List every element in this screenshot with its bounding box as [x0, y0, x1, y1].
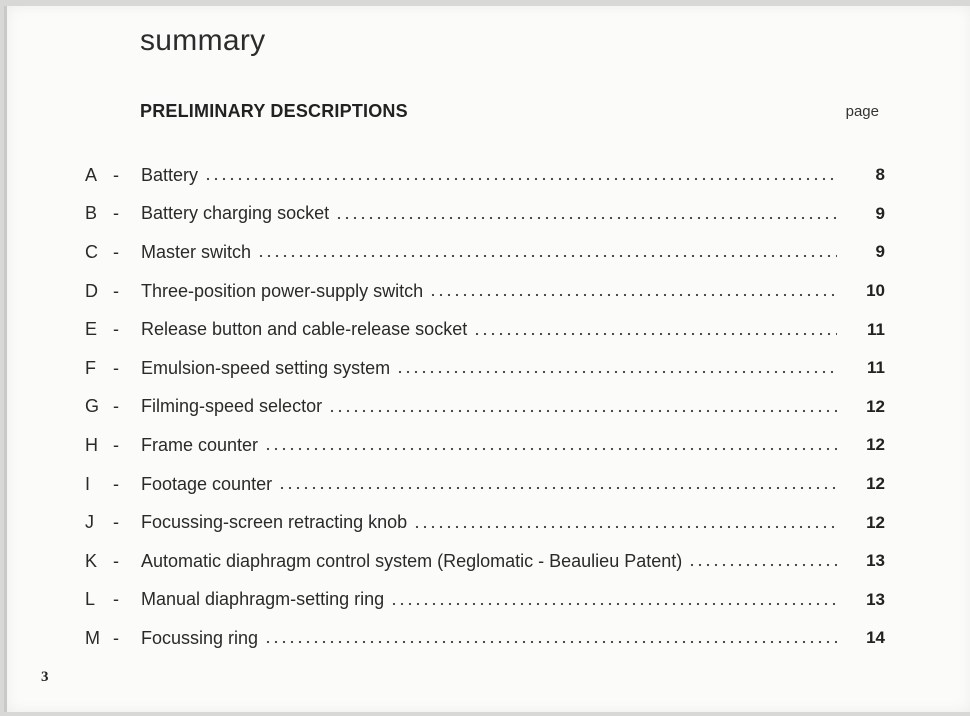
entry-label: Battery charging socket [141, 203, 330, 224]
entry-letter: K [85, 550, 98, 571]
entry-separator: - [113, 627, 119, 648]
entry-letter: H [85, 434, 98, 455]
document-page [4, 6, 970, 712]
entry-label: Manual diaphragm-setting ring [141, 589, 385, 610]
entry-page-number: 9 [875, 203, 885, 223]
entry-separator: - [113, 164, 119, 185]
dot-leader [429, 282, 837, 300]
entry-page-number: 12 [866, 512, 885, 532]
entry-page-number: 10 [866, 281, 885, 301]
section-heading: PRELIMINARY DESCRIPTIONS [140, 101, 408, 121]
toc-entry [85, 503, 885, 542]
entry-label: Focussing ring [141, 627, 259, 648]
entry-page-number: 12 [866, 435, 885, 455]
entry-separator: - [113, 319, 119, 340]
entry-label: Frame counter [141, 434, 259, 455]
entry-label: Three-position power-supply switch [141, 280, 424, 301]
entry-letter: I [85, 473, 91, 494]
entry-label: Automatic diaphragm control system (Reglomatic - Beaulieu Patent) [141, 550, 683, 571]
page-title: summary [140, 24, 266, 57]
entry-page-number: 13 [866, 589, 885, 609]
entry-letter: B [85, 203, 98, 224]
entry-page-number: 14 [866, 628, 885, 648]
toc-entry [85, 195, 885, 234]
dot-leader [278, 475, 837, 493]
entry-separator: - [113, 434, 119, 455]
entry-letter: M [85, 627, 100, 648]
entry-label: Battery [141, 164, 199, 185]
entry-label: Filming-speed selector [141, 396, 323, 417]
toc-entry [85, 156, 885, 195]
page-folio-number: 3 [41, 669, 49, 685]
entry-separator: - [113, 589, 119, 610]
entry-letter: J [85, 512, 94, 533]
entry-letter: F [85, 357, 96, 378]
entry-letter: E [85, 319, 98, 340]
entry-letter: D [85, 280, 98, 301]
entry-label: Master switch [141, 241, 252, 262]
table-of-contents [85, 156, 885, 658]
entry-page-number: 8 [875, 165, 885, 185]
toc-entry [85, 465, 885, 504]
toc-entry [85, 233, 885, 272]
entry-separator: - [113, 203, 119, 224]
dot-leader [390, 591, 837, 609]
entry-label: Focussing-screen retracting knob [141, 512, 408, 533]
entry-letter: G [85, 396, 100, 417]
toc-entry [85, 581, 885, 620]
entry-separator: - [113, 512, 119, 533]
entry-label: Footage counter [141, 473, 273, 494]
entry-page-number: 12 [866, 474, 885, 494]
dot-leader [396, 359, 837, 377]
entry-label: Release button and cable-release socket [141, 319, 468, 340]
entry-page-number: 13 [866, 551, 885, 571]
entry-page-number: 11 [867, 319, 885, 339]
dot-leader [688, 552, 837, 570]
entry-separator: - [113, 396, 119, 417]
entry-separator: - [113, 357, 119, 378]
dot-leader [264, 629, 837, 647]
entry-separator: - [113, 550, 119, 571]
toc-entry [85, 619, 885, 658]
dot-leader [335, 205, 837, 223]
entry-label: Emulsion-speed setting system [141, 357, 391, 378]
toc-entry [85, 388, 885, 427]
toc-entry [85, 542, 885, 581]
dot-leader [264, 436, 837, 454]
entry-separator: - [113, 473, 119, 494]
toc-entry [85, 426, 885, 465]
toc-entry [85, 310, 885, 349]
entry-page-number: 9 [875, 242, 885, 262]
toc-entry [85, 349, 885, 388]
dot-leader [204, 166, 837, 184]
entry-letter: C [85, 241, 98, 262]
page-column-label: page [845, 103, 879, 120]
dot-leader [473, 321, 837, 339]
entry-separator: - [113, 241, 119, 262]
dot-leader [413, 514, 837, 532]
entry-page-number: 11 [867, 358, 885, 378]
entry-letter: L [85, 589, 96, 610]
toc-entry [85, 272, 885, 311]
dot-leader [328, 398, 837, 416]
entry-letter: A [85, 164, 98, 185]
entry-separator: - [113, 280, 119, 301]
dot-leader [257, 243, 837, 261]
entry-page-number: 12 [866, 396, 885, 416]
